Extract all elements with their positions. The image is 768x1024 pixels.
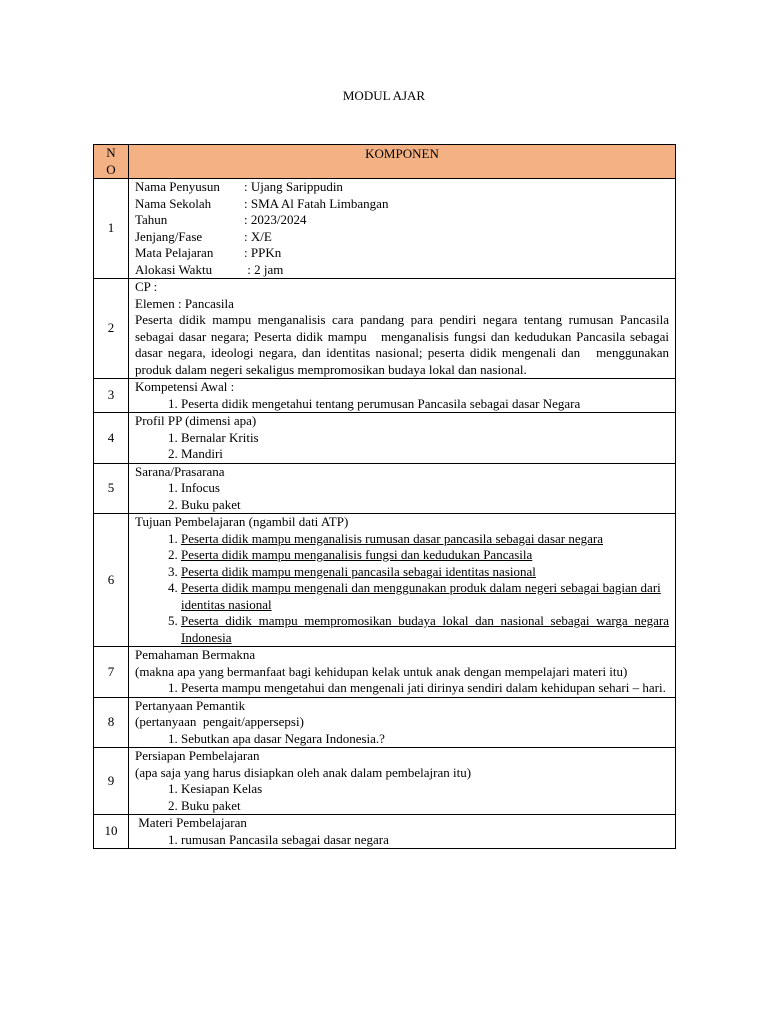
- list: [135, 430, 669, 463]
- field-value: : 2023/2024: [244, 212, 307, 227]
- section-heading: Persiapan Pembelajaran: [135, 748, 260, 763]
- header-no: N O: [94, 145, 129, 179]
- row-number: 5: [94, 463, 129, 514]
- table-row: [94, 815, 676, 849]
- document-title: MODUL AJAR: [342, 88, 426, 103]
- section-heading: Pemahaman Bermakna: [135, 647, 256, 662]
- materi-cell: [129, 815, 676, 849]
- field-label: Mata Pelajaran: [135, 245, 214, 260]
- table-row: [94, 463, 676, 514]
- persiapan-cell: [129, 748, 676, 815]
- section-heading: Profil PP (dimensi apa): [135, 413, 257, 428]
- pemahaman-cell: [129, 647, 676, 698]
- modul-table: [93, 144, 676, 849]
- table-header: [94, 145, 676, 179]
- list-item: [181, 613, 669, 646]
- list-item: 2. Buku paket: [181, 798, 669, 815]
- list-item: 1. Peserta mampu mengetahui dan mengenali jati dirinya sendiri dalam kehidupan sehari – hari.: [181, 680, 669, 697]
- table-row: [94, 279, 676, 379]
- list: [135, 480, 669, 513]
- row-number: 10: [94, 815, 129, 849]
- list: [135, 680, 669, 697]
- kompetensi-cell: [129, 379, 676, 413]
- field-row: [135, 212, 669, 229]
- table-row: [94, 647, 676, 698]
- section-subtext: (pertanyaan pengait/appersepsi): [135, 714, 304, 729]
- field-value: : X/E: [244, 228, 272, 244]
- row-number: 3: [94, 379, 129, 413]
- field-label: Nama Sekolah: [135, 195, 212, 211]
- row-number: 4: [94, 413, 129, 464]
- table-row: [94, 697, 676, 748]
- section-heading: Kompetensi Awal :: [135, 379, 235, 394]
- table-row: [94, 514, 676, 647]
- table-row: [94, 413, 676, 464]
- field-value: : 2 jam: [244, 261, 284, 277]
- section-heading: Tujuan Pembelajaran (ngambil dati ATP): [135, 514, 349, 529]
- section-subtext: (makna apa yang bermanfaat bagi kehidupan kelak untuk anak dengan mempelajari materi itu): [135, 663, 628, 679]
- row-number: 2: [94, 279, 129, 379]
- list-item: [181, 547, 669, 564]
- pemantik-cell: [129, 697, 676, 748]
- section-heading: Materi Pembelajaran: [135, 815, 247, 830]
- list-item-text: Peserta didik mampu menganalisis rumusan dasar pancasila sebagai dasar negara: [181, 530, 603, 546]
- field-value: : SMA Al Fatah Limbangan: [244, 195, 389, 211]
- list: [135, 531, 669, 647]
- list-item: [181, 580, 669, 613]
- list-item: 2. Mandiri: [181, 446, 669, 463]
- header-komponen: KOMPONEN: [129, 145, 676, 179]
- cp-text: Peserta didik mampu menganalisis cara pandang para pendiri negara tentang rumusan Pancasila sebagai dasar negara; Peserta didik mampu menganalisis fungsi dan kedudukan Pancasila sebagai dasar negara, ideologi negara, dan identitas nasional; peserta didik mengenali dan menggunakan produk dalam negeri sekaligus mempromosikan budaya lokal dan nasional.: [135, 312, 673, 377]
- list-item-text: Peserta didik mampu mengenali pancasila sebagai identitas nasional: [181, 563, 536, 579]
- list-item: [181, 531, 669, 548]
- list-item: 1. Sebutkan apa dasar Negara Indonesia.?: [181, 731, 669, 748]
- table-row: [94, 179, 676, 279]
- list-item-text: Peserta didik mampu mengenali dan menggunakan produk dalam negeri sebagai bagian dari identitas nasional: [181, 580, 661, 612]
- list-item: 2. Buku paket: [181, 497, 669, 514]
- list-item-text: Peserta didik mampu menganalisis fungsi dan kedudukan Pancasila: [181, 547, 533, 562]
- section-heading: Sarana/Prasarana: [135, 463, 225, 479]
- list-item: 1. Infocus: [181, 480, 669, 497]
- list: [135, 832, 669, 849]
- list-item: [181, 564, 669, 581]
- list-item-text: Peserta didik mampu mempromosikan budaya lokal dan nasional sebagai warga negara Indonesia: [181, 613, 669, 645]
- field-label: Jenjang/Fase: [135, 228, 203, 244]
- profil-cell: [129, 413, 676, 464]
- list-item: 1. Kesiapan Kelas: [181, 781, 669, 798]
- section-heading: Pertanyaan Pemantik: [135, 697, 246, 713]
- list-item: 1. Bernalar Kritis: [181, 430, 669, 447]
- row-number: 1: [94, 179, 129, 279]
- row-number: 8: [94, 697, 129, 748]
- identity-cell: [129, 179, 676, 279]
- section-subtext: (apa saja yang harus disiapkan oleh anak dalam pembelajran itu): [135, 764, 472, 780]
- list-item: 1. rumusan Pancasila sebagai dasar negara: [181, 832, 669, 849]
- sarana-cell: [129, 463, 676, 514]
- table-row: [94, 379, 676, 413]
- list: [135, 781, 669, 814]
- field-value: : PPKn: [244, 245, 282, 260]
- list-item: 1. Peserta didik mengetahui tentang perumusan Pancasila sebagai dasar Negara: [181, 396, 669, 413]
- element-label: Elemen : Pancasila: [135, 295, 234, 311]
- row-number: 9: [94, 748, 129, 815]
- list: [135, 731, 669, 748]
- cp-label: CP :: [135, 279, 158, 294]
- field-label: Tahun: [135, 212, 168, 227]
- field-value: : Ujang Sarippudin: [244, 179, 343, 194]
- row-number: 7: [94, 647, 129, 698]
- field-row: [135, 245, 669, 262]
- tujuan-cell: [129, 514, 676, 647]
- table-row: [94, 748, 676, 815]
- field-row: [135, 229, 669, 246]
- cp-cell: [129, 279, 676, 379]
- field-row: [135, 262, 669, 279]
- list: [135, 396, 669, 413]
- field-label: Alokasi Waktu: [135, 261, 213, 277]
- field-row: [135, 179, 669, 196]
- field-row: [135, 196, 669, 213]
- field-label: Nama Penyusun: [135, 179, 220, 194]
- row-number: 6: [94, 514, 129, 647]
